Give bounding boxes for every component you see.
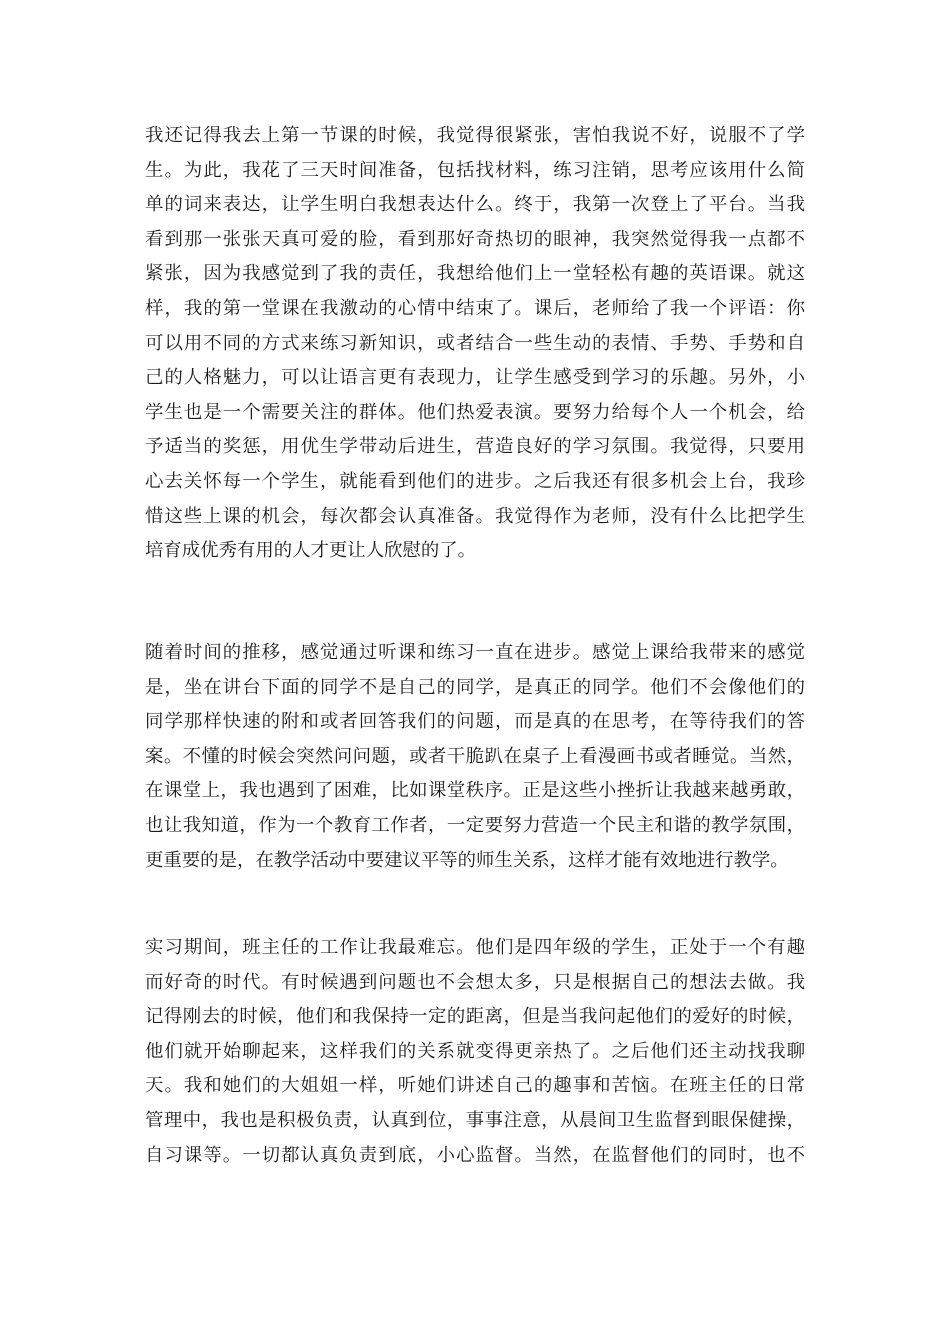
text-line: 实习期间，班主任的工作让我最难忘。他们是四年级的学生，正处于一个有趣 [145,937,805,958]
text-line: 惜这些上课的机会，每次都会认真准备。我觉得作为老师，没有什么比把学生 [145,505,805,527]
text-line: 随着时间的推移，感觉通过听课和练习一直在进步。感觉上课给我带来的感觉 [145,642,805,663]
text-line: 自习课等。一切都认真负责到底，小心监督。当然，在监督他们的同时，也不 [145,1144,805,1166]
text-line: 可以用不同的方式来练习新知识，或者结合一些生动的表情、手势、手势和自 [145,332,805,354]
text-line: 己的人格魅力，可以让语言更有表现力，让学生感受到学习的乐趣。另外，小 [145,367,805,389]
text-line: 天。我和她们的大姐姐一样，听她们讲述自己的趣事和苦恼。在班主任的日常 [145,1075,805,1097]
text-line: 样，我的第一堂课在我激动的心情中结束了。课后，老师给了我一个评语：你 [145,297,805,319]
paragraph-class-teacher [145,931,805,1173]
text-line: 生。为此，我花了三天时间准备，包括找材料，练习注销，思考应该用什么简 [145,159,805,181]
text-line: 在课堂上，我也遇到了困难，比如课堂秩序。正是这些小挫折让我越来越勇敢， [145,780,805,802]
text-line: 单的词来表达，让学生明白我想表达什么。终于，我第一次登上了平台。当我 [145,194,805,216]
text-line: 而好奇的时代。有时候遇到问题也不会想太多，只是根据自己的想法去做。我 [145,971,805,993]
text-line: 学生也是一个需要关注的群体。他们热爱表演。要努力给每个人一个机会，给 [145,401,805,423]
text-line: 予适当的奖惩，用优生学带动后进生，营造良好的学习氛围。我觉得，只要用 [145,436,805,458]
text-line: 看到那一张张天真可爱的脸，看到那好奇热切的眼神，我突然觉得我一点都不 [145,228,805,250]
text-line: 案。不懂的时候会突然问问题，或者干脆趴在桌子上看漫画书或者睡觉。当然， [145,745,805,767]
text-line: 记得刚去的时候，他们和我保持一定的距离，但是当我问起他们的爱好的时候， [145,1006,805,1028]
text-line: 培育成优秀有用的人才更让人欣慰的了。 [145,540,477,562]
text-line: 他们就开始聊起来，这样我们的关系就变得更亲热了。之后他们还主动找我聊 [145,1040,805,1062]
paragraph-first-lesson [145,119,805,569]
text-line: 是，坐在讲台下面的同学不是自己的同学，是真正的同学。他们不会像他们的 [145,676,805,698]
text-line: 也让我知道，作为一个教育工作者，一定要努力营造一个民主和谐的教学氛围， [145,814,805,836]
text-line: 更重要的是，在教学活动中要建议平等的师生关系，这样才能有效地进行教学。 [145,849,789,871]
text-line: 管理中，我也是积极负责，认真到位，事事注意，从晨间卫生监督到眼保健操， [145,1109,805,1131]
text-line: 同学那样快速的附和或者回答我们的问题，而是真的在思考，在等待我们的答 [145,711,805,733]
text-line: 紧张，因为我感觉到了我的责任，我想给他们上一堂轻松有趣的英语课。就这 [145,263,805,285]
paragraph-progress [145,636,805,878]
text-line: 我还记得我去上第一节课的时候，我觉得很紧张，害怕我说不好，说服不了学 [145,125,805,146]
text-line: 心去关怀每一个学生，就能看到他们的进步。之后我还有很多机会上台，我珍 [145,470,805,492]
